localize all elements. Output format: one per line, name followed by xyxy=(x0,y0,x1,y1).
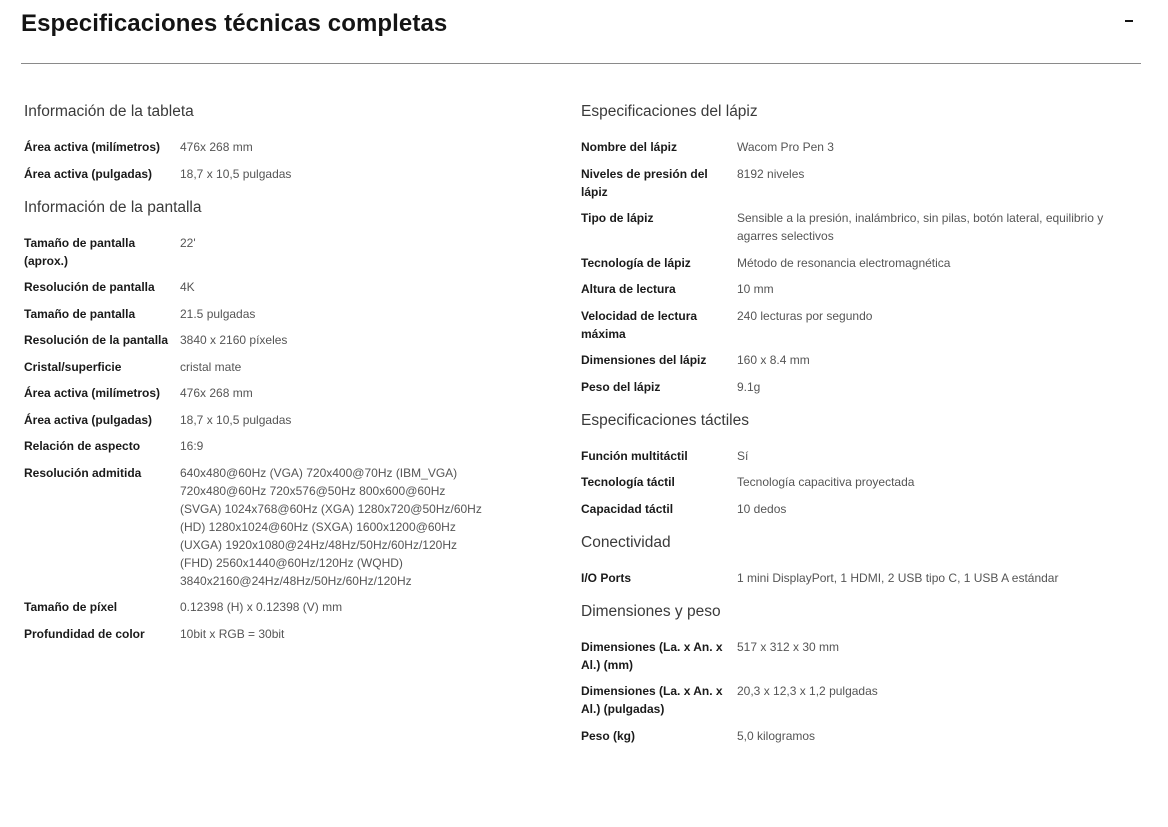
spec-label: Función multitáctil xyxy=(581,448,688,463)
spec-value: 1 mini DisplayPort, 1 HDMI, 2 USB tipo C, 1 USB A estándar xyxy=(737,570,1059,585)
spec-label: Tecnología de lápiz xyxy=(581,255,691,270)
spec-row xyxy=(581,165,1141,201)
spec-label: Relación de aspecto xyxy=(24,439,141,453)
spec-section-dimensiones-y-peso xyxy=(581,602,1141,745)
spec-value: 240 lecturas por segundo xyxy=(737,308,873,323)
spec-row xyxy=(581,447,1141,465)
spec-label: Velocidad de lectura máxima xyxy=(581,308,698,341)
spec-value: 3840 x 2160 píxeles xyxy=(180,333,288,347)
spec-row xyxy=(24,305,584,323)
spec-value: 10bit x RGB = 30bit xyxy=(180,626,285,641)
specs-header xyxy=(21,0,1141,64)
spec-value: 22' xyxy=(180,235,196,250)
spec-row xyxy=(581,254,1141,272)
section-title: Información de la tableta xyxy=(24,103,194,120)
spec-row xyxy=(581,351,1141,369)
spec-row xyxy=(581,727,1141,745)
spec-value: 18,7 x 10,5 pulgadas xyxy=(180,166,292,181)
section-title: Especificaciones del lápiz xyxy=(581,103,758,120)
spec-label: Área activa (pulgadas) xyxy=(24,412,153,427)
spec-value: Sensible a la presión, inalámbrico, sin pilas, botón lateral, equilibrio y agarres selectivos xyxy=(737,211,1104,243)
spec-label: Peso (kg) xyxy=(581,728,636,743)
spec-row xyxy=(581,473,1141,491)
spec-list xyxy=(24,138,584,183)
section-title: Dimensiones y peso xyxy=(581,602,721,620)
spec-row xyxy=(581,378,1141,396)
spec-label: Tamaño de pantalla (aprox.) xyxy=(24,235,136,268)
spec-label: Tamaño de pantalla xyxy=(24,306,136,321)
spec-row xyxy=(581,569,1141,587)
spec-section-especificaciones-tactiles xyxy=(581,411,1141,518)
spec-list xyxy=(581,638,1141,745)
spec-row xyxy=(24,437,584,455)
spec-value: 4K xyxy=(180,280,195,294)
spec-row xyxy=(581,682,1141,718)
spec-section-informacion-de-la-tableta xyxy=(24,102,584,183)
spec-row xyxy=(581,209,1141,245)
spec-row xyxy=(581,500,1141,518)
spec-value: cristal mate xyxy=(180,359,242,374)
spec-section-especificaciones-del-lapiz xyxy=(581,102,1141,396)
spec-row xyxy=(24,234,584,270)
spec-label: Dimensiones (La. x An. x Al.) (mm) xyxy=(581,639,723,672)
spec-value: 10 dedos xyxy=(737,501,787,516)
spec-label: Niveles de presión del lápiz xyxy=(581,166,708,199)
spec-value: 5,0 kilogramos xyxy=(737,728,816,743)
spec-label: Peso del lápiz xyxy=(581,379,661,394)
spec-label: Área activa (milímetros) xyxy=(24,386,161,400)
spec-row xyxy=(24,384,584,402)
spec-row xyxy=(24,165,584,183)
spec-label: I/O Ports xyxy=(581,570,632,585)
spec-label: Resolución de la pantalla xyxy=(24,333,169,347)
spec-value: Método de resonancia electromagnética xyxy=(737,255,951,270)
spec-label: Capacidad táctil xyxy=(581,501,674,516)
spec-label: Altura de lectura xyxy=(581,282,676,296)
spec-row xyxy=(24,625,584,643)
spec-value: 476x 268 mm xyxy=(180,386,253,400)
spec-list xyxy=(581,138,1141,396)
spec-value: Wacom Pro Pen 3 xyxy=(737,140,834,154)
spec-label: Nombre del lápiz xyxy=(581,140,678,154)
spec-row xyxy=(581,307,1141,343)
spec-row xyxy=(581,638,1141,674)
section-title: Especificaciones táctiles xyxy=(581,411,749,429)
spec-value: 18,7 x 10,5 pulgadas xyxy=(180,412,292,427)
spec-label: Tecnología táctil xyxy=(581,475,675,489)
spec-value: 21.5 pulgadas xyxy=(180,306,256,321)
spec-value: 0.12398 (H) x 0.12398 (V) mm xyxy=(180,600,343,614)
spec-value: 517 x 312 x 30 mm xyxy=(737,639,840,654)
spec-label: Dimensiones (La. x An. x Al.) (pulgadas) xyxy=(581,684,723,716)
spec-row xyxy=(24,331,584,349)
spec-value: Sí xyxy=(737,448,749,463)
page-title: Especificaciones técnicas completas xyxy=(21,10,448,37)
minus-icon xyxy=(1125,20,1133,22)
collapse-toggle-button[interactable] xyxy=(1121,6,1137,32)
spec-label: Dimensiones del lápiz xyxy=(581,353,707,367)
spec-list xyxy=(581,447,1141,518)
spec-row xyxy=(24,464,584,590)
spec-row xyxy=(581,138,1141,156)
spec-section-conectividad xyxy=(581,533,1141,587)
spec-value: 9.1g xyxy=(737,379,761,394)
spec-label: Resolución admitida xyxy=(24,465,142,480)
spec-label: Profundidad de color xyxy=(24,626,145,641)
spec-label: Área activa (pulgadas) xyxy=(24,166,153,181)
spec-label: Tamaño de píxel xyxy=(24,600,118,614)
spec-row xyxy=(24,598,584,616)
section-title: Información de la pantalla xyxy=(24,198,202,216)
spec-list xyxy=(581,569,1141,587)
spec-row xyxy=(24,358,584,376)
spec-value: 16:9 xyxy=(180,439,204,453)
left-column xyxy=(24,102,584,651)
spec-value: 10 mm xyxy=(737,282,774,296)
spec-label: Tipo de lápiz xyxy=(581,211,654,225)
spec-value: 640x480@60Hz (VGA) 720x400@70Hz (IBM_VGA) 720x480@60Hz 720x576@50Hz 800x600@60Hz (SVGA) 1024x768@60Hz (XGA) 1280x720@50Hz/60Hz (HD) 1280x1024@60Hz (SXGA) 1600x1200@60Hz (UXGA) 1920x1080@24Hz/48Hz/50Hz/60Hz/120Hz (FHD) 2560x1440@60Hz/120Hz (WQHD) 3840x2160@24Hz/48Hz/50Hz/60Hz/120Hz xyxy=(180,465,482,588)
spec-row xyxy=(24,138,584,156)
spec-row xyxy=(581,280,1141,298)
spec-label: Resolución de pantalla xyxy=(24,280,155,294)
spec-value: 8192 niveles xyxy=(737,166,805,181)
spec-label: Área activa (milímetros) xyxy=(24,140,161,154)
right-column xyxy=(581,102,1141,753)
spec-list xyxy=(24,234,584,643)
spec-value: 20,3 x 12,3 x 1,2 pulgadas xyxy=(737,684,878,698)
spec-label: Cristal/superficie xyxy=(24,359,122,374)
spec-value: 160 x 8.4 mm xyxy=(737,353,810,367)
section-title: Conectividad xyxy=(581,533,671,551)
spec-value: 476x 268 mm xyxy=(180,140,253,154)
spec-row xyxy=(24,278,584,296)
spec-value: Tecnología capacitiva proyectada xyxy=(737,475,915,489)
spec-section-informacion-de-la-pantalla xyxy=(24,198,584,643)
spec-row xyxy=(24,411,584,429)
